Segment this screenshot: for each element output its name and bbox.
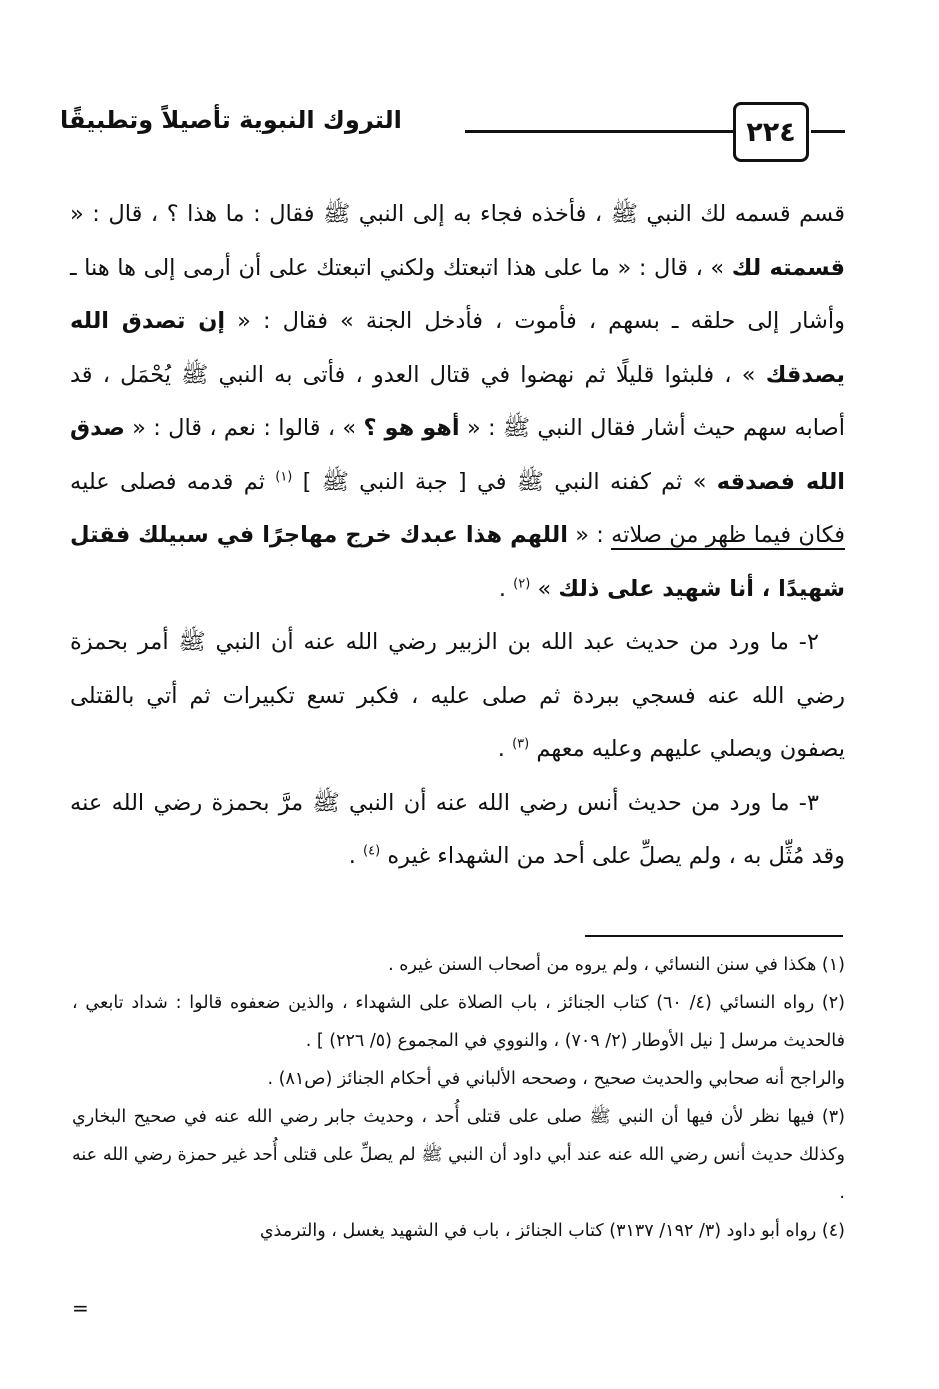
footnote-1: (١) هكذا في سنن النسائي ، ولم يروه من أصحاب السنن غيره . [388, 955, 845, 975]
text-run: » ، قالوا : نعم ، قال : « [124, 415, 364, 441]
text-run: ثم قدمه فصلى عليه [70, 468, 276, 495]
running-title: التروك النبوية تأصيلاً وتطبيقًا [60, 106, 402, 134]
paragraph-2 [70, 616, 845, 777]
footnote-ref-3: (٣) [512, 736, 530, 752]
footnote-2: (٢) رواه النسائي (٤/ ٦٠) كتاب الجنائز ، باب الصلاة على الشهداء ، والذين ضعفوه قالوا : شداد تابعي ، فالحديث مرسل [ نيل الأوطار (٢/ ٧٠٩) ، والنووي في المجموع (٥/ ٢٢٦) ] . [72, 993, 845, 1051]
text-run: . [348, 843, 364, 869]
text-run: » ثم كفنه النبي ﷺ في [ جبة النبي ﷺ ] [292, 468, 717, 495]
header-rule-right [811, 130, 845, 133]
hadith-quote: اللهم هذا عبدك خرج مهاجرًا في سبيلك فقتل شهيدًا ، أنا شهيد على ذلك [70, 522, 845, 602]
footnotes [72, 946, 845, 1250]
page-number-text: ٢٢٤ [746, 116, 796, 148]
underlined-phrase: فكان فيما ظهر من صلاته [611, 522, 845, 548]
header-rule [465, 130, 733, 133]
footnote-2-note: والراجح أنه صحابي والحديث صحيح ، وصححه الألباني في أحكام الجنائز (ص٨١) . [267, 1069, 845, 1089]
hadith-quote: إن تصدق الله يصدقك [70, 308, 845, 388]
main-text [70, 188, 845, 884]
text-run: ٢- ما ورد من حديث عبد الله بن الزبير رضي الله عنه أن النبي ﷺ أمر بحمزة رضي الله عنه فسجي ببردة ثم صلى عليه ، فكبر تسع تكبيرات ثم أتي بالقتلى يصفون ويصلي عليهم وعليه معهم [70, 629, 845, 762]
hadith-quote: أهو هو ؟ [363, 415, 460, 441]
footnote-separator [585, 935, 843, 937]
footnote-4: (٤) رواه أبو داود (٣/ ١٩٢/ ٣١٣٧) كتاب الجنائز ، باب في الشهيد يغسل ، والترمذي [259, 1221, 845, 1241]
footnote-ref-4: (٤) [363, 843, 381, 859]
footnote-3: (٣) فيها نظر لأن فيها أن النبي ﷺ صلى على قتلى أُحد ، وحديث جابر رضي الله عنه في صحيح البخاري وكذلك حديث أنس رضي الله عنه عند أبي داود أن النبي ﷺ لم يصلِّ على قتلى أُحد غير حمزة رضي الله عنه . [72, 1107, 845, 1203]
text-run: قسم قسمه لك النبي ﷺ ، فأخذه فجاء به إلى النبي ﷺ فقال : ما هذا ؟ ، قال : « [70, 201, 845, 227]
text-run: . [498, 575, 514, 602]
text-run: : « [567, 522, 612, 548]
page-header [60, 96, 845, 166]
hadith-quote: قسمته لك [731, 254, 845, 281]
text-run: » [530, 575, 559, 602]
hadith-quote: صدق الله فصدقه [70, 415, 845, 495]
text-run: » ، فلبثوا قليلًا ثم نهضوا في قتال العدو ، فأتى به النبي ﷺ يُحْمَل ، قد أصابه سهم حيث أشار فقال النبي ﷺ : « [70, 361, 846, 441]
paragraph-1 [70, 188, 845, 616]
paragraph-3 [70, 777, 845, 884]
text-run: ٣- ما ورد من حديث أنس رضي الله عنه أن النبي ﷺ مرَّ بحمزة رضي الله عنه وقد مُثِّل به ، ولم يصلِّ على أحد من الشهداء غيره [70, 789, 845, 869]
text-run: . [497, 736, 513, 762]
text-run: » ، قال : « ما على هذا اتبعتك ولكني اتبعتك على أن أرمى إلى ها هنا ـ وأشار إلى حلقه ـ بسهم ، فأموت ، فأدخل الجنة » فقال : « [70, 254, 845, 334]
continuation-mark: = [72, 1296, 89, 1320]
footnote-ref-2: (٢) [513, 576, 531, 591]
page-number [733, 102, 809, 162]
footnote-ref-1: (١) [275, 469, 293, 484]
